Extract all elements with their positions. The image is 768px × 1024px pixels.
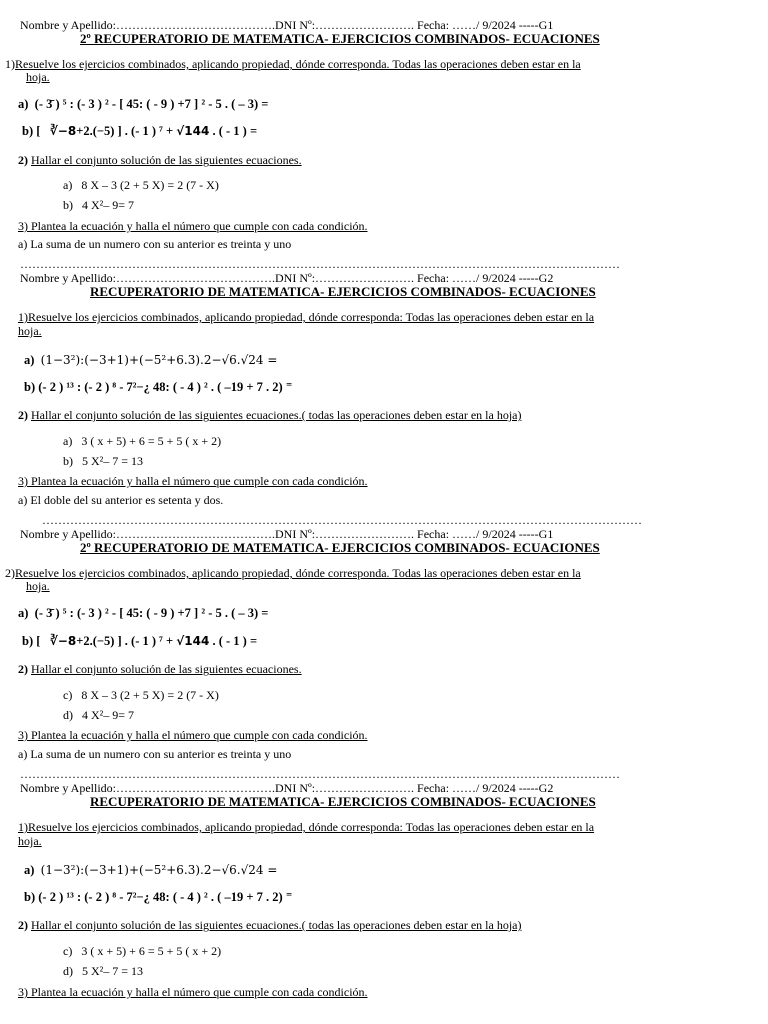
q3a-3: a) La suma de un numero con su anterior es treinta y uno: [18, 747, 292, 761]
q3a-2: a) El doble del su anterior es setenta y dos.: [18, 493, 224, 507]
eq1-2: a) 3 ( x + 5) + 6 = 5 + 5 ( x + 2): [63, 434, 222, 448]
eq1-4: c) 3 ( x + 5) + 6 = 5 + 5 ( x + 2): [63, 944, 222, 958]
eq2-2: b) 5 X²– 7 = 13: [63, 454, 144, 468]
q3-1: 3) Plantea la ecuación y halla el número que cumple con cada condición.: [18, 219, 368, 233]
expr-g1-a-copy: a) (- 3̄ ) ⁵ : (- 3 ) ² - [ 45: ( - 9 ) +7 ] ² - 5 . ( – 3) =: [18, 606, 269, 620]
q1-line-3: 2)Resuelve los ejercicios combinados, aplicando propiedad, dónde corresponda. Todas las operaciones deben estar en la: [5, 566, 581, 580]
expr-g2-b: b) (- 2 ) ¹³ : (- 2 ) ⁸ - 7²−¿ 48: ( - 4 ) ² . ( –19 + 7 . 2) ⁼: [24, 380, 293, 394]
q2-line-4: 2) Hallar el conjunto solución de las siguientes ecuaciones.( todas las operaciones deben estar en la hoja): [18, 918, 522, 932]
expr-g1-b: b) [ ∛−8+2.(−5) ] . (- 1 ) ⁷ + √144 . ( - 1 ) =: [22, 124, 258, 138]
q1-cont-4: hoja.: [18, 834, 42, 848]
q2-line-2: 2) Hallar el conjunto solución de las siguientes ecuaciones.( todas las operaciones deben estar en la hoja): [18, 408, 522, 422]
q1-cont-2: hoja.: [18, 324, 42, 338]
header-line-1: Nombre y Apellido:………………………………….DNI Nº:……………………. Fecha: ……/ 9/2024 -----G1: [20, 18, 554, 32]
header-line-3: Nombre y Apellido:………………………………….DNI Nº:……………………. Fecha: ……/ 9/2024 -----G1: [20, 527, 554, 541]
header-line-4: Nombre y Apellido:………………………………….DNI Nº:……………………. Fecha: ……/ 9/2024 -----G2: [20, 781, 554, 795]
q1-cont-1: hoja.: [26, 70, 50, 84]
title-3: 2º RECUPERATORIO DE MATEMATICA- EJERCICIOS COMBINADOS- ECUACIONES: [80, 540, 600, 555]
q2-line-1: 2) Hallar el conjunto solución de las siguientes ecuaciones.: [18, 153, 302, 167]
q1-line-4: 1)Resuelve los ejercicios combinados, aplicando propiedad, dónde corresponda: Todas las operaciones deben estar en la: [18, 820, 595, 834]
separator-1: ……………………………………………………………………………………………………………………………………: [20, 257, 620, 271]
eq2-3: d) 4 X²– 9= 7: [63, 708, 135, 722]
q2-line-3: 2) Hallar el conjunto solución de las siguientes ecuaciones.: [18, 662, 302, 676]
expr-g2-a: a) (1−3²):(−3+1)+(−5²+6.3).2−√6.√24 =: [24, 353, 278, 367]
q3-4: 3) Plantea la ecuación y halla el número que cumple con cada condición.: [18, 985, 368, 999]
q3a-1: a) La suma de un numero con su anterior es treinta y uno: [18, 237, 292, 251]
eq1-1: a) 8 X – 3 (2 + 5 X) = 2 (7 - X): [63, 178, 219, 192]
expr-g1-a: a) (- 3̄ ) ⁵ : (- 3 ) ² - [ 45: ( - 9 ) +7 ] ² - 5 . ( – 3) =: [18, 97, 269, 111]
q1-text: Resuelve los ejercicios combinados, aplicando propiedad, dónde corresponda. Todas las operaciones deben estar en la: [15, 57, 581, 71]
title-1: 2º RECUPERATORIO DE MATEMATICA- EJERCICIOS COMBINADOS- ECUACIONES: [80, 31, 600, 46]
expr-g2-a-copy: a) (1−3²):(−3+1)+(−5²+6.3).2−√6.√24 =: [24, 863, 278, 877]
eq2-1: b) 4 X²– 9= 7: [63, 198, 135, 212]
q3-2: 3) Plantea la ecuación y halla el número que cumple con cada condición.: [18, 474, 368, 488]
title-4: RECUPERATORIO DE MATEMATICA- EJERCICIOS COMBINADOS- ECUACIONES: [90, 794, 596, 809]
q1-line-1: [5, 57, 581, 71]
separator-2: ……………………………………………………………………………………………………………………………………: [42, 513, 642, 527]
eq1-3: c) 8 X – 3 (2 + 5 X) = 2 (7 - X): [63, 688, 219, 702]
expr-g2-b-copy: b) (- 2 ) ¹³ : (- 2 ) ⁸ - 7²−¿ 48: ( - 4 ) ² . ( –19 + 7 . 2) ⁼: [24, 890, 293, 904]
title-2: RECUPERATORIO DE MATEMATICA- EJERCICIOS COMBINADOS- ECUACIONES: [90, 284, 596, 299]
separator-3: ……………………………………………………………………………………………………………………………………: [20, 767, 620, 781]
q1-cont-3: hoja.: [26, 579, 50, 593]
eq2-4: d) 5 X²– 7 = 13: [63, 964, 144, 978]
expr-g1-b-copy: b) [ ∛−8+2.(−5) ] . (- 1 ) ⁷ + √144 . ( - 1 ) =: [22, 634, 258, 648]
q3-3: 3) Plantea la ecuación y halla el número que cumple con cada condición.: [18, 728, 368, 742]
header-line-2: Nombre y Apellido:………………………………….DNI Nº:……………………. Fecha: ……/ 9/2024 -----G2: [20, 271, 554, 285]
q1-num: 1): [5, 57, 15, 71]
q1-line-2: 1)Resuelve los ejercicios combinados, aplicando propiedad, dónde corresponda: Todas las operaciones deben estar en la: [18, 310, 595, 324]
